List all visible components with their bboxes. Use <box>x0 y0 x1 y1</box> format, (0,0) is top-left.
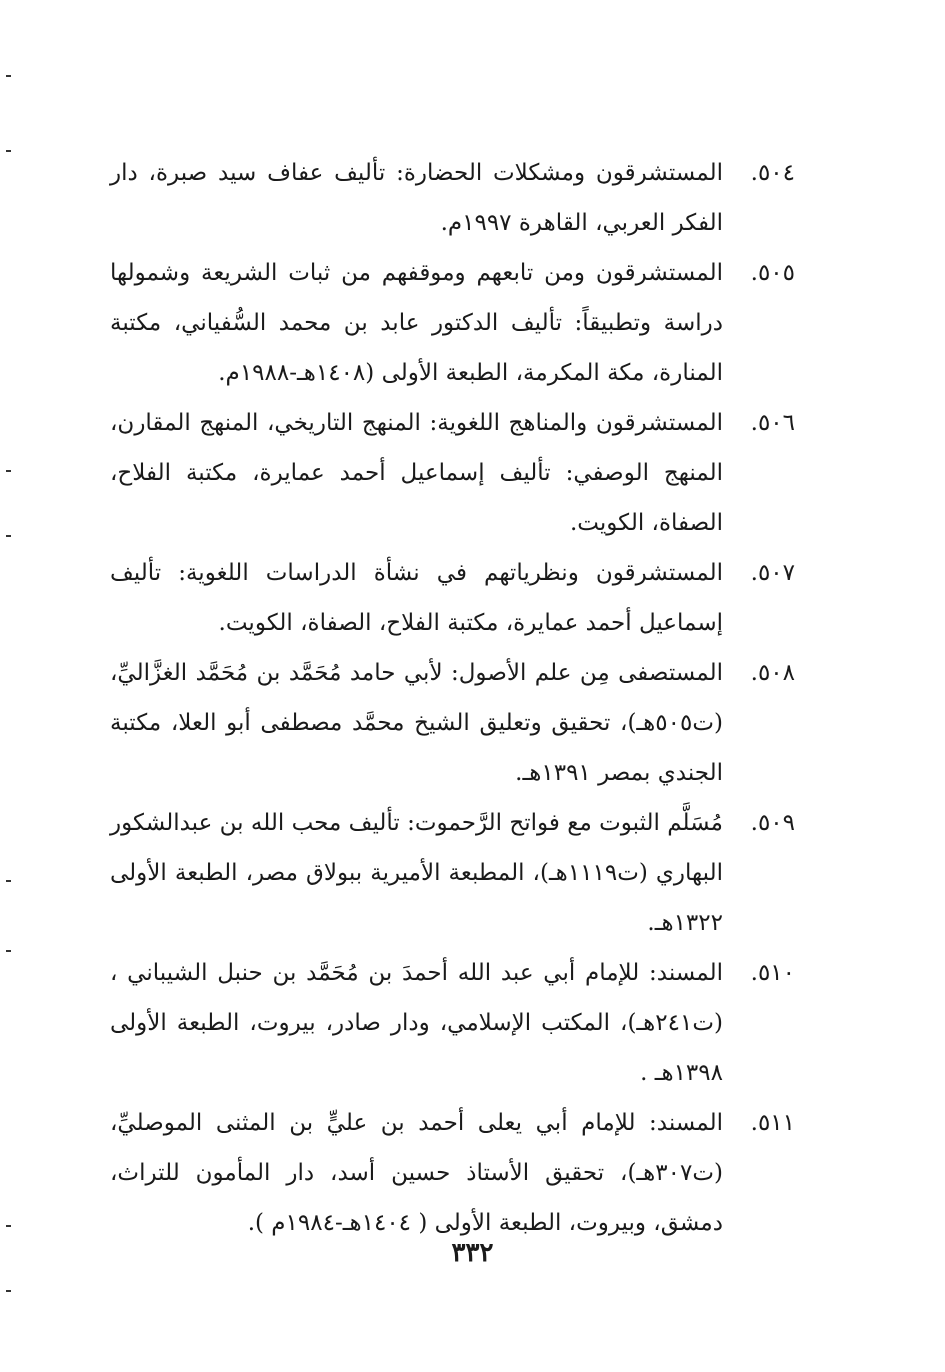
entry-number: ٥٠٦. <box>750 410 795 436</box>
bibliography-entry <box>110 548 795 648</box>
entry-text: المستصفى مِن علم الأصول: لأبي حامد مُحَمَّد بن مُحَمَّد الغزَّاليِّ، (ت٥٠٥هـ)، تحقيق وتعليق الشيخ محمَّد مصطفى أبو العلا، مكتبة الجندي بمصر ١٣٩١هـ. <box>110 660 723 786</box>
bibliography-entry <box>110 798 795 948</box>
page-number: ٣٣٢ <box>451 1238 494 1268</box>
entry-text: المستشرقون والمناهج اللغوية: المنهج التاريخي، المنهج المقارن، المنهج الوصفي: تأليف إسماعيل أحمد عمايرة، مكتبة الفلاح، الصفاة، الكويت. <box>110 410 723 536</box>
bibliography-entry <box>110 648 795 798</box>
entry-text: مُسَلَّم الثبوت مع فواتح الرَّحموت: تأليف محب الله بن عبدالشكور البهاري (ت١١١٩هـ)، المطبعة الأميرية ببولاق مصر، الطبعة الأولى ١٣٢٢هـ. <box>110 810 723 936</box>
bibliography-entry <box>110 948 795 1098</box>
bibliography-entry <box>110 1098 795 1248</box>
entry-number: ٥٠٥. <box>750 260 795 286</box>
scan-mark <box>6 880 11 882</box>
scan-mark <box>6 150 11 152</box>
entry-number: ٥٠٩. <box>750 810 795 836</box>
bibliography-entry <box>110 248 795 398</box>
entry-number: ٥١١. <box>750 1110 795 1136</box>
entry-number: ٥٠٧. <box>750 560 795 586</box>
bibliography-entry <box>110 398 795 548</box>
scan-mark <box>6 950 11 952</box>
entry-text: المسند: للإمام أبي عبد الله أحمدَ بن مُحَمَّد بن حنبل الشيباني ، (ت٢٤١هـ)، المكتب الإسلامي، ودار صادر، بيروت، الطبعة الأولى ١٣٩٨هـ . <box>110 960 723 1086</box>
entry-number: ٥٠٤. <box>750 160 795 186</box>
scan-mark <box>6 1290 11 1292</box>
entry-number: ٥١٠. <box>750 960 795 986</box>
entry-text: المسند: للإمام أبي يعلى أحمد بن عليٍّ بن المثنى الموصليِّ، (ت٣٠٧هـ)، تحقيق الأستاذ حسين أسد، دار المأمون للتراث، دمشق، وبيروت، الطبعة الأولى ( ١٤٠٤هـ-١٩٨٤م ). <box>110 1110 723 1236</box>
scan-mark <box>6 470 11 472</box>
entry-text: المستشرقون ونظرياتهم في نشأة الدراسات اللغوية: تأليف إسماعيل أحمد عمايرة، مكتبة الفلاح، الصفاة، الكويت. <box>110 560 723 636</box>
entry-number: ٥٠٨. <box>750 660 795 686</box>
bibliography-entry <box>110 148 795 248</box>
entry-text: المستشرقون ومشكلات الحضارة: تأليف عفاف سيد صبرة، دار الفكر العربي، القاهرة ١٩٩٧م. <box>110 160 723 236</box>
entry-text: المستشرقون ومن تابعهم وموقفهم من ثبات الشريعة وشمولها دراسة وتطبيقاً: تأليف الدكتور عابد بن محمد السُّفياني، مكتبة المنارة، مكة المكرمة، الطبعة الأولى (١٤٠٨هـ-١٩٨٨م. <box>110 260 723 386</box>
scan-mark <box>6 535 11 537</box>
scan-mark <box>6 75 11 77</box>
bibliography-list <box>110 148 795 1248</box>
scan-mark <box>6 1225 11 1227</box>
